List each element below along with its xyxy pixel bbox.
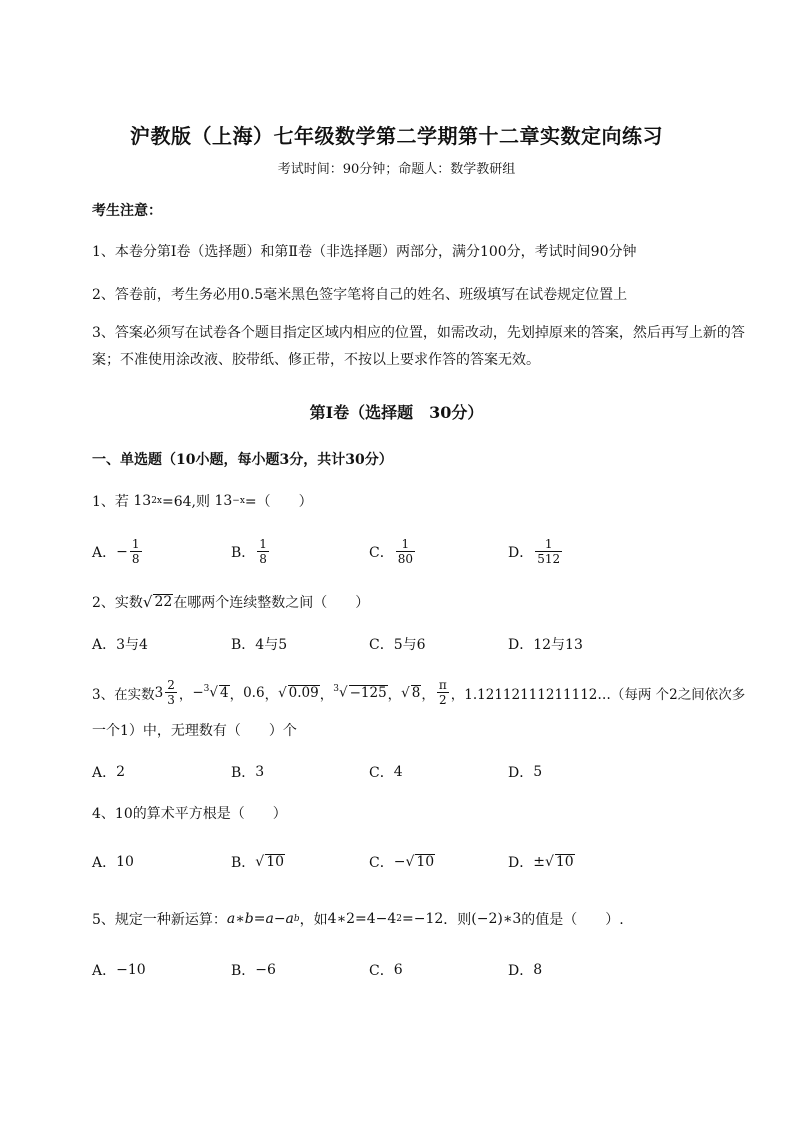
radical-sign: √ [405, 854, 415, 870]
option-label: D． [508, 637, 534, 653]
q5-rule-exp: b [293, 914, 300, 924]
q3-mixed-whole: 3 [154, 684, 164, 701]
option-label: A． [92, 637, 117, 653]
notice-item-1: 1、本卷分第I卷（选择题）和第Ⅱ卷（非选择题）两部分，满分100分，考试时间90分钟 [92, 244, 637, 260]
radical-sign: √ [255, 854, 265, 870]
option-radicand: 10 [416, 854, 435, 870]
q3-option-d[interactable] [508, 762, 542, 782]
section-title: 第I卷（选择题 30分） [309, 403, 484, 422]
notice-heading: 考生注意： [92, 203, 162, 219]
option-label: C． [369, 765, 394, 781]
q3-long-number: 1.12112111211112…（每两 个2之间依次多 [464, 686, 746, 703]
q5-example-pre: ，如 [299, 912, 328, 928]
q3-mixed-fraction: $\frac{2}{3}$ [167, 678, 175, 707]
option-text: 3与4 [116, 637, 148, 653]
option-text: 4与5 [255, 637, 288, 653]
q3-cbrt125: $^3$√ −125 [333, 684, 387, 701]
option-text: 6 [393, 962, 403, 978]
question-2 [92, 592, 369, 612]
notice-item-2: 2、答卷前，考生务必用0.5毫米黑色签字笔将自己的姓名、班级填写在试卷规定位置上 [92, 287, 628, 303]
option-label: A． [92, 544, 117, 561]
option-label: C． [369, 637, 394, 653]
q5-rule: a∗b=a−a [226, 911, 294, 927]
option-text: 5与6 [393, 637, 426, 653]
option-radicand: 10 [555, 854, 574, 870]
q5-option-c[interactable] [369, 960, 403, 980]
q5-option-d[interactable] [508, 960, 542, 980]
option-fraction: $\frac{1}{512}$ [537, 537, 561, 566]
option-fraction: $\frac{1}{80}$ [397, 537, 413, 566]
q3-sqrt009: √ 0.09 [278, 684, 319, 701]
q1-prefix: 1、若 [92, 494, 129, 510]
notice-item-3: 3、答案必须写在试卷各个题目指定区域内相应的位置，如需改动，先划掉原来的答案，然后再写上新的答案；不准使用涂改液、胶带纸、修正带，不按以上要求作答的答案无效。 [92, 325, 745, 368]
q2-radicand: 22 [154, 594, 173, 610]
option-label: A． [92, 855, 117, 871]
q4-option-d[interactable] [508, 852, 575, 872]
option-text: 8 [533, 962, 543, 978]
q5-tail-pre: ．则 [443, 912, 472, 928]
page-subtitle: 考试时间：90分钟；命题人：数学教研组 [277, 162, 516, 177]
q1-option-a[interactable] [92, 537, 144, 566]
q3-repeating-decimal: 0.6 [243, 684, 265, 701]
option-text: 5 [533, 764, 543, 780]
option-label: D． [508, 765, 534, 781]
question-4: 4、10的算术平方根是（ ） [92, 806, 287, 822]
q5-example-result: =−12 [402, 911, 444, 927]
q5-example-exp: 2 [396, 914, 403, 924]
question-5 [92, 909, 624, 929]
option-label: C． [369, 963, 394, 979]
option-text: 3 [255, 764, 265, 780]
option-sign: − [116, 543, 128, 560]
option-label: B． [231, 765, 256, 781]
option-label: B． [231, 855, 256, 871]
option-sign: − [393, 854, 406, 870]
option-text: 4 [393, 764, 403, 780]
q1-base1: 13 [133, 493, 152, 509]
q2-prefix: 2、实数 [92, 595, 143, 611]
q1-base2: 13 [214, 493, 233, 509]
q2-tail: 在哪两个连续整数之间（ ） [173, 595, 370, 611]
q5-option-b[interactable] [231, 960, 276, 980]
q2-option-a[interactable] [92, 634, 148, 654]
q5-tail: 的值是（ ）. [521, 912, 624, 928]
question-1 [92, 491, 313, 511]
q3-option-a[interactable] [92, 762, 125, 782]
page-title: 沪教版（上海）七年级数学第二学期第十二章实数定向练习 [130, 124, 663, 148]
option-sign: ± [533, 854, 545, 870]
option-text: −10 [116, 962, 146, 978]
q3-sqrt8: √ 8 [401, 684, 421, 701]
q3-option-c[interactable] [369, 762, 403, 782]
q1-option-b[interactable] [231, 537, 271, 566]
option-label: D． [508, 544, 534, 561]
q4-option-b[interactable] [231, 852, 285, 872]
q1-mid: =64,则 [162, 494, 211, 510]
option-radicand: 10 [266, 854, 285, 870]
option-label: B． [231, 544, 256, 561]
q3-option-b[interactable] [231, 762, 264, 782]
option-label: B． [231, 637, 256, 653]
option-text: 2 [116, 764, 126, 780]
q5-example: 4∗2=4−4 [327, 911, 397, 927]
q2-option-b[interactable] [231, 634, 287, 654]
option-text: 10 [116, 854, 134, 870]
option-fraction: $\frac{1}{8}$ [131, 537, 140, 566]
option-fraction: $\frac{1}{8}$ [259, 537, 267, 566]
q2-option-c[interactable] [369, 634, 426, 654]
q1-exp2: −x [232, 496, 245, 506]
q4-option-c[interactable] [369, 852, 435, 872]
option-label: C． [369, 855, 394, 871]
q1-option-d[interactable] [508, 537, 564, 566]
q3-cbrt4: −$^3$√ 4 [192, 684, 229, 701]
radical-sign: √ [142, 593, 153, 611]
radical-sign: √ [544, 854, 554, 870]
q5-ask: (−2)∗3 [471, 911, 522, 927]
q5-prefix: 5、规定一种新运算： [92, 912, 227, 928]
q1-option-c[interactable] [369, 537, 417, 566]
option-label: A． [92, 963, 117, 979]
q3-line2: 一个1）中，无理数有（ ）个 [92, 723, 297, 739]
option-label: B． [231, 963, 256, 979]
q4-option-a[interactable] [92, 852, 134, 872]
option-text: 12与13 [533, 637, 583, 653]
option-label: D． [508, 963, 534, 979]
q3-prefix: 3、在实数 [92, 686, 155, 703]
option-label: A． [92, 765, 117, 781]
q1-tail: =（ ） [244, 494, 313, 510]
q1-exp1: 2x [151, 496, 163, 506]
q3-pi-over-2: $\frac{\pi}{2}$ [438, 678, 447, 707]
part-heading: 一、单选题（10小题，每小题3分，共计30分） [92, 452, 393, 468]
question-3: 3、在实数 3 $\frac{2}{3}$ ， −$^3$√ 4 ， 0.6 ， √ 0.09 ， $^3$√ −125 ， √ 8 ， $\frac{\pi}{2}$ ， 1.12112111211112…（每两 个2之间依次多 [92, 678, 746, 707]
option-label: D． [508, 855, 534, 871]
option-label: C． [369, 544, 394, 561]
q2-option-d[interactable] [508, 634, 583, 654]
q5-option-a[interactable] [92, 960, 146, 980]
option-text: −6 [255, 962, 276, 978]
